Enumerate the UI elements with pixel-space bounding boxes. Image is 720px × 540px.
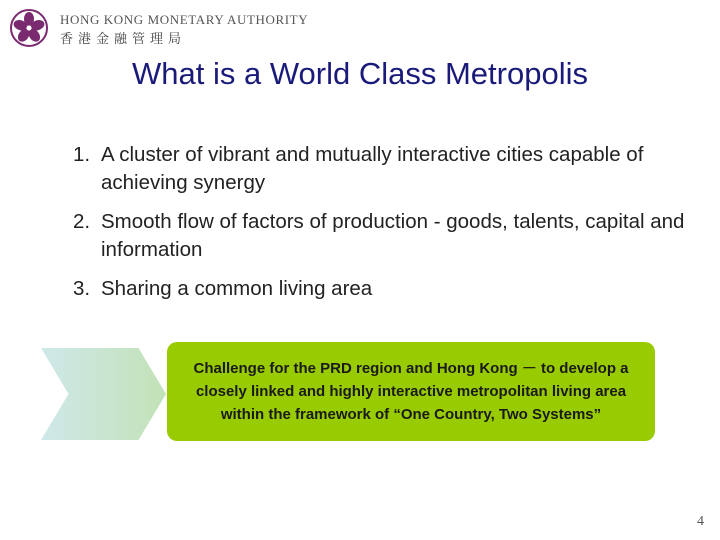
- chevron-arrow-icon: [41, 348, 166, 440]
- point-number: 1.: [73, 143, 91, 166]
- point-item: [73, 208, 693, 264]
- point-list: [73, 141, 693, 303]
- point-text: A cluster of vibrant and mutually interactive cities capable of achieving synergy: [101, 143, 644, 194]
- point-item: [73, 275, 693, 303]
- point-text: Sharing a common living area: [101, 277, 373, 300]
- point-item: [73, 141, 693, 197]
- callout-text: Challenge for the PRD region and Hong Kong － to develop a closely linked and highly interactive metropolitan living area within the framework of “One Country, Two Systems”: [193, 360, 629, 423]
- org-name-zh: 香港金融管理局: [60, 32, 187, 47]
- challenge-callout: [167, 342, 655, 441]
- point-number: 2.: [73, 210, 91, 233]
- point-number: 3.: [73, 277, 91, 300]
- hkma-logo-icon: [9, 8, 49, 48]
- point-text: Smooth flow of factors of production - goods, talents, capital and information: [101, 210, 685, 261]
- org-name-en: HONG KONG MONETARY AUTHORITY: [60, 12, 309, 27]
- slide-title: What is a World Class Metropolis: [132, 56, 588, 91]
- page-number: 4: [697, 514, 704, 529]
